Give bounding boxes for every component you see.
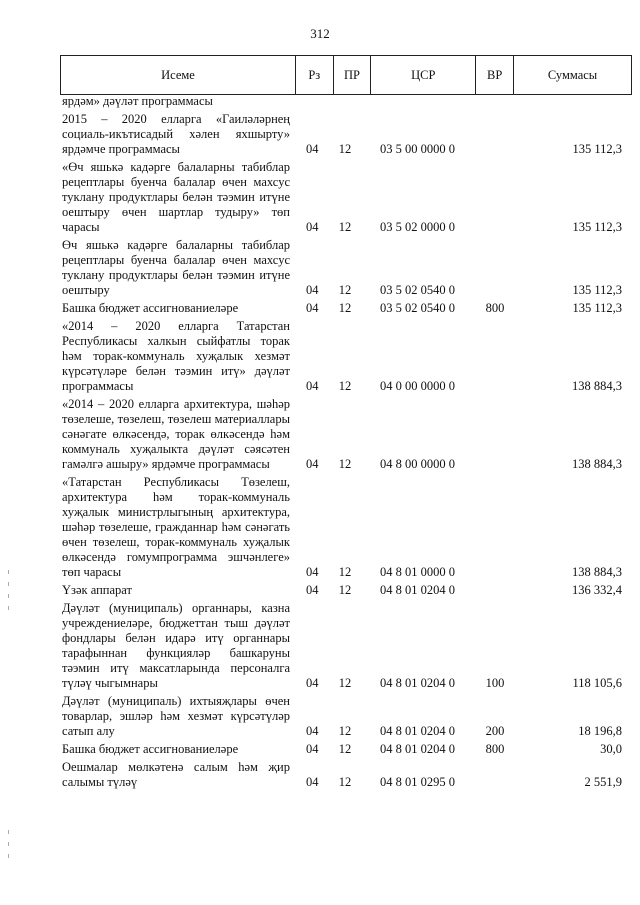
row-csr: 04 0 00 0000 0 (380, 379, 455, 393)
table-header (60, 55, 632, 95)
header-sum: Суммасы (547, 67, 598, 82)
row-csr: 04 8 01 0000 0 (380, 565, 455, 579)
row-pr: 12 (338, 220, 352, 234)
row-pr: 12 (338, 742, 352, 756)
row-csr: 03 5 00 0000 0 (380, 142, 455, 156)
row-csr: 04 8 01 0204 0 (380, 676, 455, 690)
row-sum: 30,0 (600, 742, 622, 756)
table-row (62, 238, 622, 298)
row-vr: 800 (485, 742, 505, 756)
row-rz: 04 (306, 742, 319, 756)
row-rz: 04 (306, 775, 319, 789)
row-rz: 04 (306, 220, 319, 234)
row-pr: 12 (338, 301, 352, 315)
row-name: Үзәк аппарат (62, 583, 132, 597)
header-csr: ЦСР (371, 56, 476, 94)
row-name: «2014 – 2020 елларга Татарстан Республикасы халкын сыйфатлы торак һәм торак-коммуналь хуҗалык хезмәт күрсәтүләре белән тәэмин итү» дәүләт программасы (62, 319, 290, 393)
row-name: Дәүләт (муниципаль) органнары, казна учреждениеләре, бюджеттан тыш дәүләт фондлары белән идарә итү органнары тарафыннан функцияләр башкаруны тәэмин итү максатларында персоналга түләү чыгымнары (62, 601, 290, 690)
row-pr: 12 (338, 724, 352, 738)
row-pr: 12 (338, 379, 352, 393)
header-pr: ПР (334, 56, 372, 94)
page-number: 312 (310, 26, 330, 41)
row-name: «Өч яшькә кадәрге балаларны табиблар рецептлары буенча балалар өчен махсус туклану продуктлары белән тәэмин итүне оештыру өчен шартлар тудыру» төп чарасы (62, 160, 290, 234)
row-rz: 04 (306, 676, 319, 690)
row-csr: 04 8 00 0000 0 (380, 457, 455, 471)
row-name: «Татарстан Республикасы Төзелеш, архитектура һәм торак-коммуналь хуҗалык министрлыгының архитектура, шәһәр төзелеше, гражданнар һәм сәнәгать өчен төзелеш, торак-коммуналь хуҗалык өлкәсендә гомумпрограмма эшчәнлеге» төп чарасы (62, 475, 290, 579)
row-sum: 135 112,3 (572, 301, 622, 315)
row-rz: 04 (306, 142, 319, 156)
table-row (62, 319, 622, 394)
row-name: ярдәм» дәүләт программасы (62, 94, 213, 108)
row-vr: 200 (485, 724, 505, 738)
row-csr: 04 8 01 0295 0 (380, 775, 455, 789)
row-pr: 12 (338, 676, 352, 690)
table-row (62, 160, 622, 235)
row-pr: 12 (338, 775, 352, 789)
table-row (62, 112, 622, 157)
row-rz: 04 (306, 457, 319, 471)
table-row (62, 694, 622, 739)
table-row (62, 301, 622, 316)
row-sum: 18 196,8 (578, 724, 622, 738)
row-csr: 04 8 01 0204 0 (380, 583, 455, 597)
table-body (62, 94, 622, 793)
table-row (62, 760, 622, 790)
row-name: Башка бюджет ассигнованиеләре (62, 742, 239, 756)
row-name: Өч яшькә кадәрге балаларны табиблар рецептлары буенча балалар өчен махсус туклану продуктлары белән тәэмин итүне оештыру (62, 238, 290, 297)
header-rz: Рз (296, 56, 334, 94)
row-name: Дәүләт (муниципаль) ихтыяҗлары өчен товарлар, эшләр һәм хезмәт күрсәтүләр сатып алу (62, 694, 290, 738)
row-name: Оешмалар мөлкәтенә салым һәм җир салымы түләү (62, 760, 290, 789)
row-pr: 12 (338, 583, 352, 597)
table-row (62, 475, 622, 580)
row-sum: 138 884,3 (572, 457, 622, 471)
table-row (62, 397, 622, 472)
row-csr: 03 5 02 0540 0 (380, 301, 455, 315)
row-name: «2014 – 2020 елларга архитектура, шәһәр төзелеше, төзелеш, төзелеш материаллары сәнәгате өлкәсендә, торак өлкәсендә һәм коммуналь хуҗалыкта дәүләт сәясәтен гамәлгә ашыру» ярдәмче программасы (62, 397, 290, 471)
row-pr: 12 (338, 283, 352, 297)
row-sum: 136 332,4 (572, 583, 622, 597)
row-csr: 04 8 01 0204 0 (380, 742, 455, 756)
table-row (62, 583, 622, 598)
row-name: 2015 – 2020 елларга «Гаиләләрнең социаль-икътисадый хәлен яхшырту» ярдәмче программасы (62, 112, 290, 156)
row-pr: 12 (338, 457, 352, 471)
row-name: Башка бюджет ассигнованиеләре (62, 301, 239, 315)
row-pr: 12 (338, 142, 352, 156)
table-row (62, 742, 622, 757)
row-csr: 03 5 02 0000 0 (380, 220, 455, 234)
row-csr: 04 8 01 0204 0 (380, 724, 455, 738)
header-name: Исеме (61, 56, 296, 94)
row-sum: 138 884,3 (572, 379, 622, 393)
row-vr: 800 (485, 301, 505, 315)
scan-marks (8, 570, 12, 870)
row-rz: 04 (306, 379, 319, 393)
row-sum: 135 112,3 (572, 220, 622, 234)
row-sum: 135 112,3 (572, 142, 622, 156)
row-pr: 12 (338, 565, 352, 579)
table-row (62, 601, 622, 691)
row-rz: 04 (306, 724, 319, 738)
row-sum: 118 105,6 (572, 676, 622, 690)
row-csr: 03 5 02 0540 0 (380, 283, 455, 297)
row-rz: 04 (306, 583, 319, 597)
row-sum: 135 112,3 (572, 283, 622, 297)
row-rz: 04 (306, 565, 319, 579)
row-rz: 04 (306, 283, 319, 297)
table-row (62, 94, 622, 109)
row-vr: 100 (485, 676, 505, 690)
row-sum: 138 884,3 (572, 565, 622, 579)
row-sum: 2 551,9 (584, 775, 622, 789)
row-rz: 04 (306, 301, 319, 315)
header-vr: ВР (476, 56, 514, 94)
